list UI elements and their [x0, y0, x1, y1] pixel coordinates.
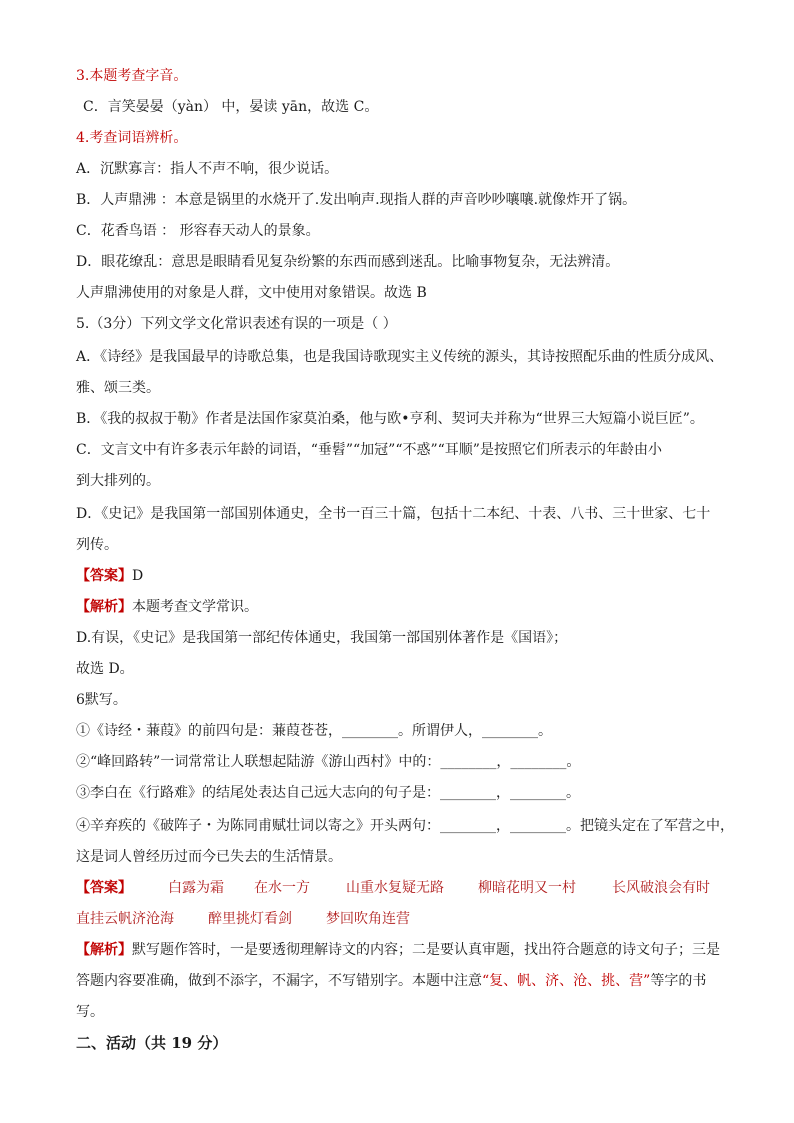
q6-item-1: ①《诗经・蒹葭》的前四句是：蒹葭苍苍，________。所谓伊人，________。	[76, 723, 552, 739]
q4-option-d: D．眼花缭乱：意思是眼睛看见复杂纷繁的东西而感到迷乱。比喻事物复杂，无法辨清。	[76, 254, 620, 270]
q6-item-4: ④辛弃疾的《破阵子・为陈同甫赋壮词以寄之》开头两句：________，________。把镜头定在了军营之中，	[76, 818, 734, 834]
analysis-text: 默写题作答时，一是要透彻理解诗文的内容；二是要认真审题，找出符合题意的诗文句子；三是	[132, 942, 720, 958]
analysis-text: 等字的书	[650, 973, 707, 989]
q6-analysis	[76, 940, 726, 960]
q5-option-d: D．《史记》是我国第一部国别体通史，全书一百三十篇，包括十二本纪、十表、八书、三十世家、七十	[76, 506, 711, 522]
q5-option-a-cont: 雅、颂三类。	[76, 380, 160, 396]
q6-heading: 6默写。	[76, 692, 127, 708]
answer-item: 白露为霜	[168, 880, 224, 896]
answer-item: 山重水复疑无路	[346, 880, 444, 896]
q5-analysis	[76, 597, 726, 617]
q5-option-b: B．《我的叔叔于勒》作者是法国作家莫泊桑，他与欧•亨利、契诃夫并称为“世界三大短篇小说巨匠”。	[76, 411, 704, 427]
highlight-characters: “复、帆、济、沧、挑、营”	[482, 973, 651, 989]
q5-conclusion: 故选 D。	[76, 661, 134, 677]
analysis-tag: 【解析】	[76, 599, 132, 615]
answer-item: 在水一方	[254, 880, 310, 896]
q3-explanation: C．言笑晏晏（yàn） 中，晏读 yān，故选 C。	[83, 99, 379, 115]
analysis-text: 答题内容要准确，做到不添字，不漏字，不写错别字。本题中注意	[76, 973, 482, 989]
q6-item-3: ③李白在《行路难》的结尾处表达自己远大志向的句子是：________，________。	[76, 785, 580, 801]
q6-item-2: ②“峰回路转”一词常常让人联想起陆游《游山西村》中的：________，________。	[76, 754, 581, 770]
answer-item: 柳暗花明又一村	[478, 880, 576, 896]
analysis-tag: 【解析】	[76, 942, 132, 958]
q6-analysis-cont	[76, 971, 726, 991]
answer-item: 长风破浪会有时	[612, 880, 710, 896]
answer-item: 梦回吹角连营	[326, 911, 410, 927]
q6-answer-row-2	[76, 909, 726, 929]
q3-heading: 3.本题考查字音。	[76, 68, 188, 84]
section-heading: 二、活动（共 19 分）	[76, 1034, 228, 1052]
q6-analysis-end: 写。	[76, 1004, 104, 1020]
q4-conclusion: 人声鼎沸使用的对象是人群，文中使用对象错误。故选 B	[76, 285, 427, 301]
q6-item-4-cont: 这是词人曾经历过而今已失去的生活情景。	[76, 849, 342, 865]
q5-option-d-cont: 列传。	[76, 537, 118, 553]
q5-analysis-detail: D.有误，《史记》是我国第一部纪传体通史，我国第一部国别体著作是《国语》；	[76, 630, 568, 646]
q5-option-c: C．文言文中有许多表示年龄的词语，“垂髫”“加冠”“不惑”“耳顺”是按照它们所表示的年龄由小	[76, 442, 662, 458]
q5-option-c-cont: 到大排列的。	[76, 473, 160, 489]
q4-option-b: B．人声鼎沸 ：本意是锅里的水烧开了.发出响声.现指人群的声音吵吵嚷嚷.就像炸开了锅。	[76, 192, 637, 208]
q5-answer	[76, 566, 726, 586]
q4-option-c: C．花香鸟语 ： 形容春天动人的景象。	[76, 223, 320, 239]
analysis-text: 本题考查文学常识。	[132, 599, 258, 615]
answer-value: D	[132, 568, 144, 584]
q4-option-a: A．沉默寡言：指人不声不响，很少说话。	[76, 161, 339, 177]
answer-item: 醉里挑灯看剑	[208, 911, 292, 927]
q6-answer-row-1	[76, 878, 726, 898]
answer-tag: 【答案】	[76, 880, 132, 896]
q4-heading: 4.考查词语辨析。	[76, 130, 188, 146]
answer-tag: 【答案】	[76, 568, 132, 584]
answer-item: 直挂云帆济沧海	[76, 911, 174, 927]
q5-stem: 5.（3分）下列文学文化常识表述有误的一项是（ ）	[76, 316, 397, 332]
q5-option-a: A．《诗经》是我国最早的诗歌总集，也是我国诗歌现实主义传统的源头，其诗按照配乐曲的性质分成风、	[76, 349, 724, 365]
